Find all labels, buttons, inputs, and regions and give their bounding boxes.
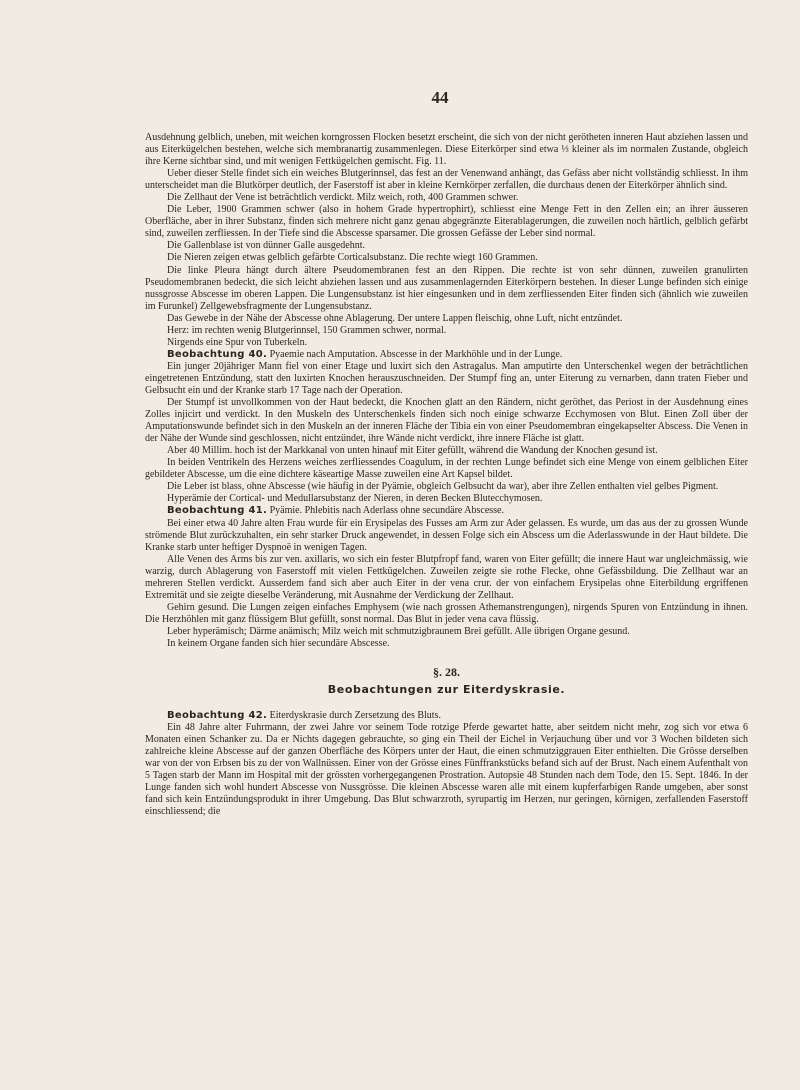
paragraph: In keinem Organe fanden sich hier secundäre Abscesse.: [167, 637, 390, 649]
paragraph: In beiden Ventrikeln des Herzens weiches zerfliessendes Coagulum, in der rechten Lunge befindet sich eine Menge von einem gelblichen Eiter gebildeter Abscesse, um die eine dichtere käseartige Masse zuweilen eine Art Kapsel bildet.: [145, 457, 748, 481]
observation-label: Beobachtung 41.: [167, 505, 268, 517]
paragraph: Ueber dieser Stelle findet sich ein weiches Blutgerinnsel, das fest an der Venenwand anhängt, das Gefäss aber nicht vollständig schliesst. In ihm unterscheidet man die Blutkörper deutlich, der Faserstoff ist aber in kleine Kernkörper zerfallen, die durchaus denen der Eiterkörper ähnlich sind.: [145, 168, 748, 192]
section-title: Beobachtungen zur Eiterdyskrasie.: [327, 683, 566, 697]
paragraph: Der Stumpf ist unvollkommen von der Haut bedeckt, die Knochen glatt an den Rändern, nicht geröthet, das Periost in der Ausdehnung eines Zolles injicirt und verdickt. In den Muskeln des Unterschenkels finden sich noch einige schwarze Ecchymosen von Blut. Einen Zoll über der Amputationswunde befindet sich in den Muskeln an der inneren Fläche der Tibia ein von einer Pseudomembran eingekapselter Abscess. Die Venen in der Nähe der Wunde sind geschlossen, nicht entzündet, ihre Wände nicht verdickt, ihre innere Fläche ist glatt.: [145, 397, 748, 445]
text-part-1: [145, 132, 748, 650]
paragraph: Die linke Pleura hängt durch ältere Pseudomembranen fest an den Rippen. Die rechte ist von sehr dünnen, zuweilen granulirten Pseudomembranen bedeckt, die sich leicht abziehen lassen und aus zusammenlagernden Eiterkörpern bestehen. In dieser Lunge befinden sich einige nussgrosse Abscesse im oberen Lappen. Die Lungensubstanz ist hier eingesunken und in dem zerfliessenden Eiter finden sich (ähnlich wie zuweilen im Furunkel) Zellgewebsfragmente der Lungensubstanz.: [145, 264, 748, 312]
page-number: 44: [431, 88, 449, 107]
paragraph: Hyperämie der Cortical- und Medullarsubstanz der Nieren, in deren Becken Blutecchymosen.: [167, 493, 543, 505]
text-part-2: [145, 710, 748, 818]
paragraph: Nirgends eine Spur von Tuberkeln.: [167, 336, 308, 348]
paragraph: Ein 48 Jahre alter Fuhrmann, der zwei Jahre vor seinem Tode rotzige Pferde gewartet hatte, aber seitdem nicht mehr, zog sich vor etwa 6 Monaten einen Schanker zu. Da er Nichts dagegen gebrauchte, so ging ein Theil der Eichel in Verjauchung über und vor 3 Wochen bildeten sich zahlreiche kleine Abscesse auf der ganzen Oberfläche des Körpers unter der Haut, die einen schmutziggrauen Eiter enthielten. Die Grösse derselben war von der von Erbsen bis zu der von Wallnüssen. Einer von der Grösse eines Fünffrankstücks befand sich auf der Brust. Nach einem Aufenthalt von 5 Tagen starb der Mann im Hospital mit der grössten vorhergegangenen Prostration. Autopsie 48 Stunden nach dem Tode, den 15. Sept. 1846. In der Lunge fanden sich wohl hundert Abscesse von Nussgrösse. Die kleinen Abscesse waren alle mit einem kupferfarbigen Rande umgeben, aber sonst fand sich kein Entzündungsprodukt in ihrer Umgebung. Das Blut schwarzroth, syrupartig im Herzen, nur geringen, körnigen, zerfallenden Faserstoff einschliessend; die: [145, 722, 748, 818]
observation-summary: Eiterdyskrasie durch Zersetzung des Bluts.: [267, 710, 441, 722]
paragraph: Aber 40 Millim. hoch ist der Markkanal von unten hinauf mit Eiter gefüllt, während die Wandung der Knochen gesund ist.: [167, 445, 658, 457]
observation-heading: [145, 710, 748, 722]
observation-heading: [145, 349, 748, 361]
observation-label: Beobachtung 42.: [167, 710, 268, 722]
body-text: [145, 132, 748, 819]
observation-summary: Pyämie. Phlebitis nach Aderlass ohne secundäre Abscesse.: [267, 505, 504, 517]
paragraph: Gehirn gesund. Die Lungen zeigen einfaches Emphysem (wie nach grossen Athemanstrengungen), nirgends Spuren von Entzündung in ihnen. Die Herzhöhlen mit ganz flüssigem Blut gefüllt, sonst normal. Das Blut in jeder vena cava flüssig.: [145, 601, 748, 625]
paragraph: Ausdehnung gelblich, uneben, mit weichen korngrossen Flocken besetzt erscheint, die sich von der nicht gerötheten inneren Haut abziehen lassen und aus Eiterkügelchen bestehen, welche sich membranartig zusammenlegen. Diese Eiterkörper sind etwa ⅓ kleiner als im normalen Zustande, obgleich ihre Kerne sichtbar sind, und mit wenigen Fettkügelchen gemischt. Fig. 11.: [145, 132, 748, 168]
section-number: §. 28.: [433, 665, 460, 680]
paragraph: Leber hyperämisch; Därme anämisch; Milz weich mit schmutzigbraunem Brei gefüllt. Alle übrigen Organe gesund.: [167, 625, 630, 637]
paragraph: Herz: im rechten wenig Blutgerinnsel, 150 Grammen schwer, normal.: [167, 324, 447, 336]
observation-label: Beobachtung 40.: [167, 348, 268, 360]
observation-heading: [145, 505, 748, 517]
paragraph: Die Nieren zeigen etwas gelblich gefärbte Corticalsubstanz. Die rechte wiegt 160 Grammen.: [167, 252, 538, 264]
paragraph: Die Leber ist blass, ohne Abscesse (wie häufig in der Pyämie, obgleich Gelbsucht da war), aber ihre Zellen enthalten viel gelbes Pigment.: [167, 481, 719, 493]
paragraph: Alle Venen des Arms bis zur ven. axillaris, wo sich ein fester Blutpfropf fand, waren von Eiter gefüllt; die innere Haut war ungleichmässig, wie warzig, durch Ablagerung von Faserstoff mit vielen Fettkügelchen. Zuweilen zeigte sie rothe Flecke, ohne Gefässbildung. Die Zellhaut war an mehreren Stellen verdickt. Ausserdem fand sich aber auch Eiter in der vena crur. der von einfachem Erysipelas ohne Eiterbildung ergriffenen Extremität und sie zeigte dieselbe Veränderung, mit Ausnahme der Verdickung der Zellhaut.: [145, 553, 748, 601]
paragraph: Die Leber, 1900 Grammen schwer (also in hohem Grade hypertrophirt), schliesst eine Menge Fett in den Zellen ein; an ihrer äusseren Oberfläche, aber in ihrer Substanz, finden sich mehrere nicht ganz genau abgegränzte Eiterablagerungen, die zuweilen noch härtlich, gelblich gefärbt sind, zuweilen zerfliessen. In der Tiefe sind die Abscesse sparsamer. Die grossen Gefässe der Leber sind normal.: [145, 204, 748, 240]
paragraph: Bei einer etwa 40 Jahre alten Frau wurde für ein Erysipelas des Fusses am Arm zur Ader gelassen. Es wurde, um das aus der zu grossen Wunde strömende Blut zurückzuhalten, ein sehr starker Druck angewendet, in dessen Folge sich ein Abscess um die Aderlasswunde in der Haut bildete. Die Kranke starb unter heftiger Dyspnoë in wenigen Tagen.: [145, 517, 748, 553]
paragraph: Die Zellhaut der Vene ist beträchtlich verdickt. Milz weich, roth, 400 Grammen schwer.: [167, 192, 519, 204]
paragraph: Die Gallenblase ist von dünner Galle ausgedehnt.: [167, 240, 365, 252]
paragraph: Das Gewebe in der Nähe der Abscesse ohne Ablagerung. Der untere Lappen fleischig, ohne Luft, nicht entzündet.: [167, 312, 623, 324]
observation-summary: Pyaemie nach Amputation. Abscesse in der Markhöhle und in der Lunge.: [267, 348, 563, 360]
paragraph: Ein junger 20jähriger Mann fiel von einer Etage und luxirt sich den Astragalus. Man amputirte den Unterschenkel wegen der beträchtlichen eingetretenen Entzündung, statt den luxirten Knochen herauszuschneiden. Der Stumpf fing an, unter Eiterung zu vernarben, dann traten Fieber und Gelbsucht ein und der Kranke starb 17 Tage nach der Operation.: [145, 360, 748, 396]
